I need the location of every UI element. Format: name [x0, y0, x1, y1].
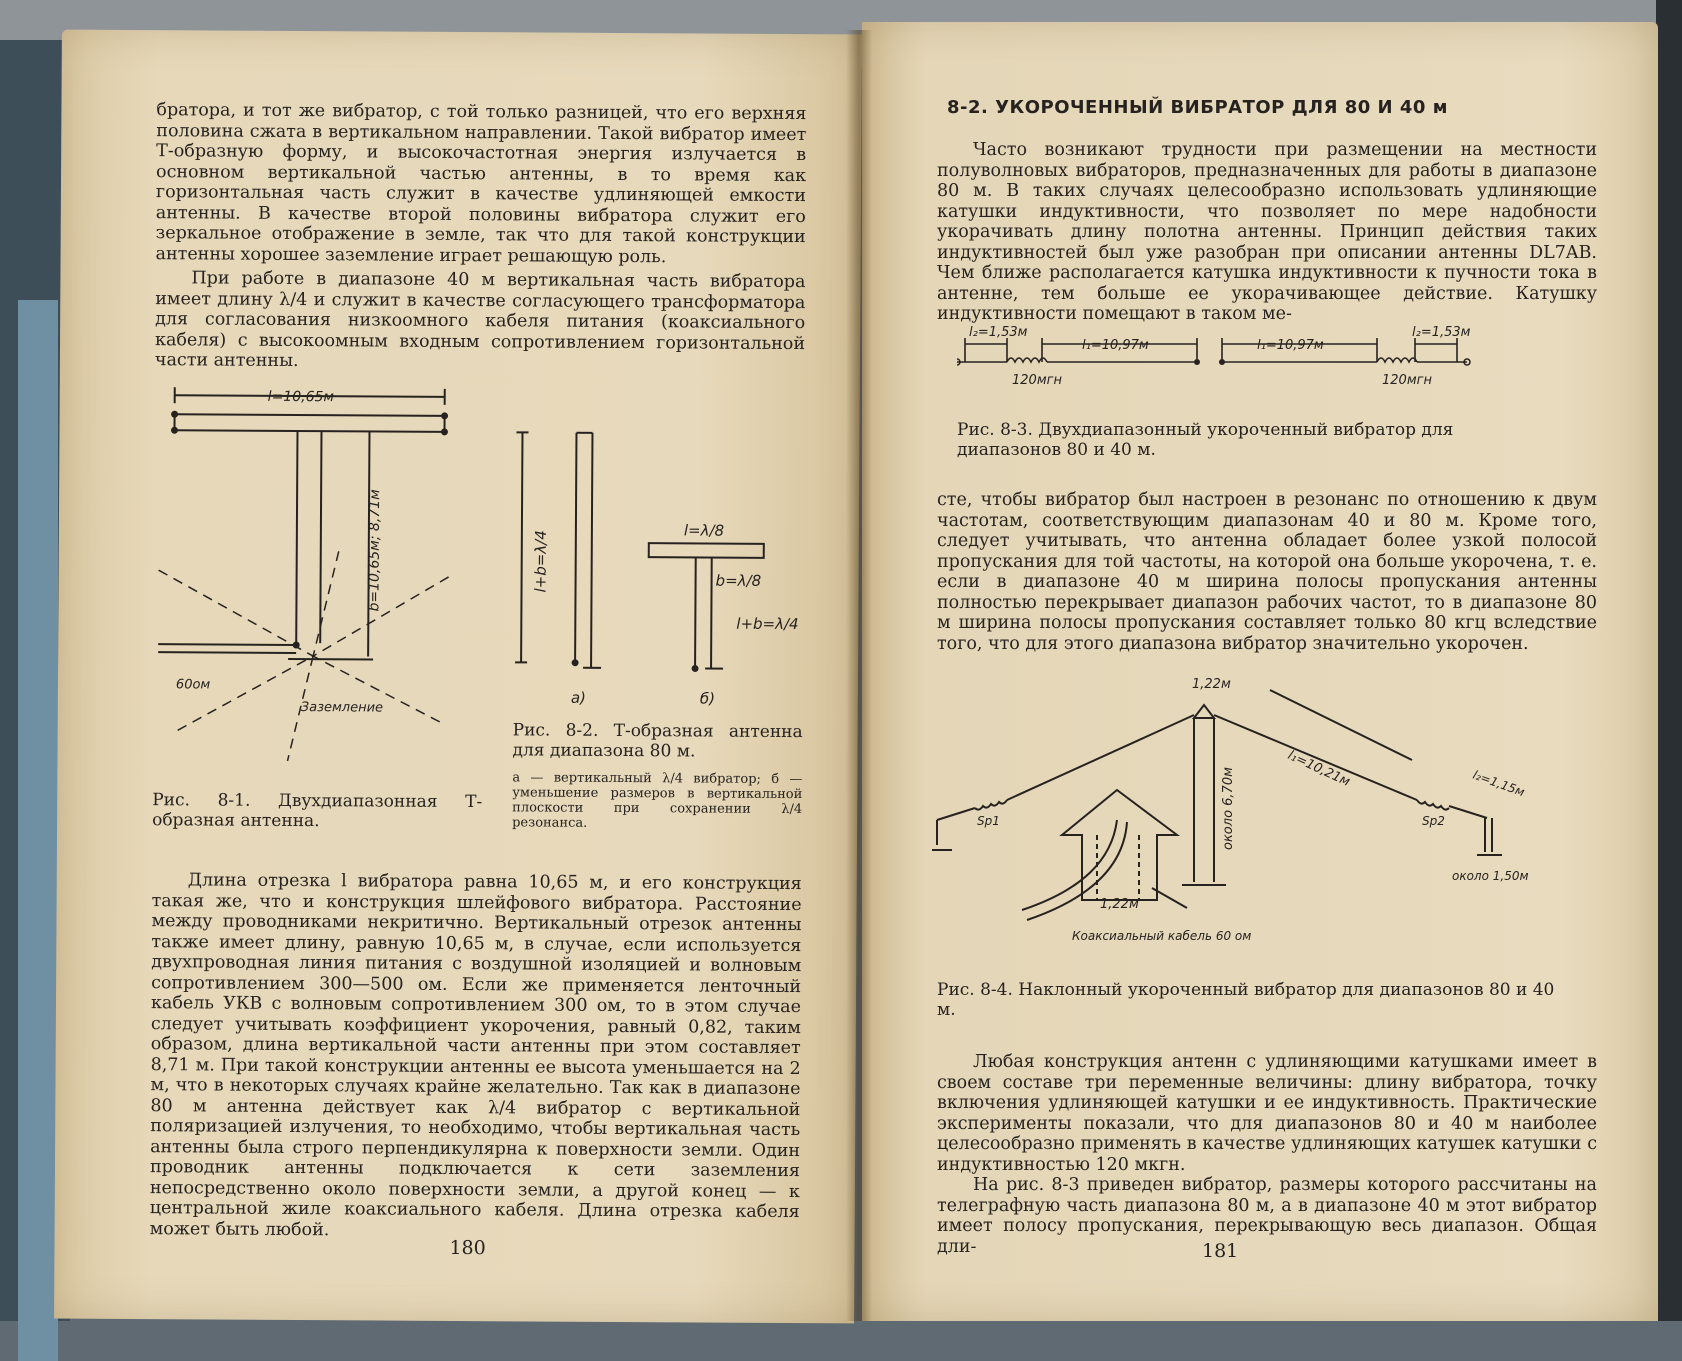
- fig3-l2-left: l₂=1,53м: [969, 325, 1028, 340]
- right-paragraph-2: сте, чтобы вибратор был настроен в резонанс по отношению к двум частотам, соответствующим диапазонам 40 и 80 м. Кроме того, следует учитывать, что антенна обладает более узкой полосой пропускания для той частоты, на которой она больше укорочена, т. е. если в диапазоне 40 м ширина полосы пропускания антенны полностью перекрывает диапазон рабочих частот, то в диапазоне 80 м ширина полосы пропускания составляет только 80 кгц вследствие того, что для этого диапазона вибратор значительно укорочен.: [937, 490, 1597, 654]
- fig2-label-lb: l+b=λ/4: [532, 530, 550, 592]
- fig1-label-ground: Заземление: [301, 700, 383, 716]
- left-text-block-1: [155, 100, 807, 374]
- left-paragraph-3: Длина отрезка l вибратора равна 10,65 м, и его конструкция такая же, что и конструкция шлейфового вибратора. Расстояние между проводниками некритично. Вертикальный отрезок антенны также имеет длину, равную 10,65 м, в случае, если используется двухпроводная линия питания с воздушной изоляцией и волновым сопротивлением 300—500 ом. Если же применяется ленточный кабель УКВ с волновым сопротивлением 300 ом, то в этом случае следует учитывать коэффициент укорочения, равный 0,82, таким образом, длина вертикальной части антенны при этом составляет 8,71 м. При такой конструкции антенны ее высота уменьшается на 2 м, что в некоторых случаях крайне желательно. Так как в диапазоне 80 м антенна действует как λ/4 вибратор с вертикальной поляризацией излучения, то необходимо, чтобы вертикальная часть антенны была строго перпендикулярна к поверхности земли. Один проводник антенны подключается к сети заземления непосредственно около поверхности земли, а другой конец — к центральной жиле коаксиального кабеля. Длина отрезка кабеля может быть любой.: [150, 870, 802, 1243]
- fig2-label-b2: б): [700, 689, 715, 707]
- right-text-block-1: [937, 140, 1597, 325]
- section-heading: 8-2. УКОРОЧЕННЫЙ ВИБРАТОР ДЛЯ 80 И 40 м: [947, 97, 1448, 118]
- fig3-caption: Рис. 8-3. Двухдиапазонный укороченный вибратор для диапазонов 80 и 40 м.: [957, 420, 1517, 460]
- fig2-label-top: l=λ/8: [684, 521, 724, 539]
- fig1-label-b: b=10,65м; 8,71м: [366, 489, 383, 612]
- fig1-label-60ohm: 60ом: [176, 677, 211, 692]
- fig4-sp2: Sp2: [1422, 814, 1445, 828]
- fig1-caption: Рис. 8-1. Двухдиапазонная Т-образная антенна.: [152, 790, 482, 832]
- right-paragraph-4: На рис. 8-3 приведен вибратор, размеры которого рассчитаны на телеграфную часть диапазона 80 м, а в диапазоне 40 м этот вибратор имеет полосу пропускания, перекрывающую весь диапазон. Общая дли-: [937, 1175, 1597, 1257]
- fig4-top: 1,22м: [1192, 677, 1231, 692]
- fig4-sp1: Sp1: [977, 814, 1000, 828]
- fig3-l2-right: l₂=1,53м: [1412, 325, 1471, 340]
- book-gutter: [846, 30, 872, 1321]
- fig4-mast: около 6,70м: [1221, 767, 1236, 850]
- background-dark-edge: [1656, 0, 1682, 1321]
- page-number-right: 181: [1202, 1240, 1238, 1262]
- fig2-label-sum: l+b=λ/4: [736, 615, 798, 633]
- fig2-label-b: b=λ/8: [716, 572, 762, 590]
- right-page: [862, 22, 1658, 1321]
- right-paragraph-3: Любая конструкция антенн с удлиняющими катушками имеет в своем составе три переменные величины: длину вибратора, точку включения удлиняющей катушки и ее индуктивность. Практические эксперименты показали, что для диапазонов 80 и 40 м наиболее целесообразно применять в качестве удлиняющих катушек катушки с индуктивностью 120 мкгн.: [937, 1052, 1597, 1175]
- page-number-left: 180: [449, 1237, 485, 1259]
- left-paragraph-1: братора, и тот же вибратор, с той только разницей, что его верхняя половина сжата в вертикальном направлении. Такой вибратор имеет Т-образную форму, и высокочастотная энергия излучается в основном вертикальной частью антенны, в то время как горизонтальная часть служит в качестве удлиняющей емкости антенны. В качестве второй половины вибратора служит его зеркальное отображение в земле, так что для такой конструкции антенны хорошее заземление играет решающую роль.: [156, 100, 807, 268]
- fig4-cable: Коаксиальный кабель 60 ом: [1072, 929, 1251, 943]
- left-page: [54, 30, 862, 1324]
- fig1-label-l: l=10,65м: [268, 389, 335, 405]
- fig4-caption: Рис. 8-4. Наклонный укороченный вибратор для диапазонов 80 и 40 м.: [937, 980, 1557, 1020]
- fig3-ind-left: 120мгн: [1012, 373, 1062, 388]
- left-paragraph-2: При работе в диапазоне 40 м вертикальная часть вибратора имеет длину λ/4 и служит в качестве согласующего трансформатора для согласования низкоомного кабеля питания (коаксиального кабеля) с высокоомным входным сопротивлением горизонтальной части антенны.: [155, 268, 806, 374]
- left-text-block-2: [150, 870, 802, 1243]
- fig3-l1-left: l₁=10,97м: [1082, 338, 1149, 353]
- right-text-block-2: [937, 490, 1597, 654]
- right-text-block-3: [937, 1052, 1597, 1257]
- fig2-caption: Рис. 8-2. Т-образная антенна для диапазона 80 м.: [512, 720, 802, 762]
- fig2-label-a: а): [571, 689, 586, 707]
- fig3-l1-right: l₁=10,97м: [1257, 338, 1324, 353]
- fig3-ind-right: 120мгн: [1382, 373, 1432, 388]
- figure-8-2: [483, 412, 805, 714]
- fig2-note: а — вертикальный λ/4 вибратор; б — уменьшение размеров в вертикальной плоскости при сохранении λ/4 резонанса.: [512, 770, 802, 832]
- figure-8-4: [932, 670, 1572, 970]
- fig4-l1: l₁=10,21м: [1285, 748, 1352, 790]
- fig4-house: 1,22м: [1100, 897, 1139, 912]
- fig4-l2: l₂=1,15м: [1471, 768, 1527, 800]
- right-paragraph-1: Часто возникают трудности при размещении на местности полуволновых вибраторов, предназначенных для работы в диапазоне 80 м. В таких случаях целесообразно использовать удлиняющие катушки индуктивности, что позволяет по мере надобности укорачивать длину полотна антенны. Принцип действия таких индуктивностей был уже разобран при описании антенны DL7AB. Чем ближе располагается катушка индуктивности к пучности тока в антенне, тем больше ее укорачивающее действие. Катушку индуктивности помещают в таком ме-: [937, 140, 1597, 325]
- figure-8-3: [957, 322, 1517, 392]
- fig4-near: около 1,50м: [1452, 869, 1529, 883]
- figure-8-1: [147, 370, 479, 772]
